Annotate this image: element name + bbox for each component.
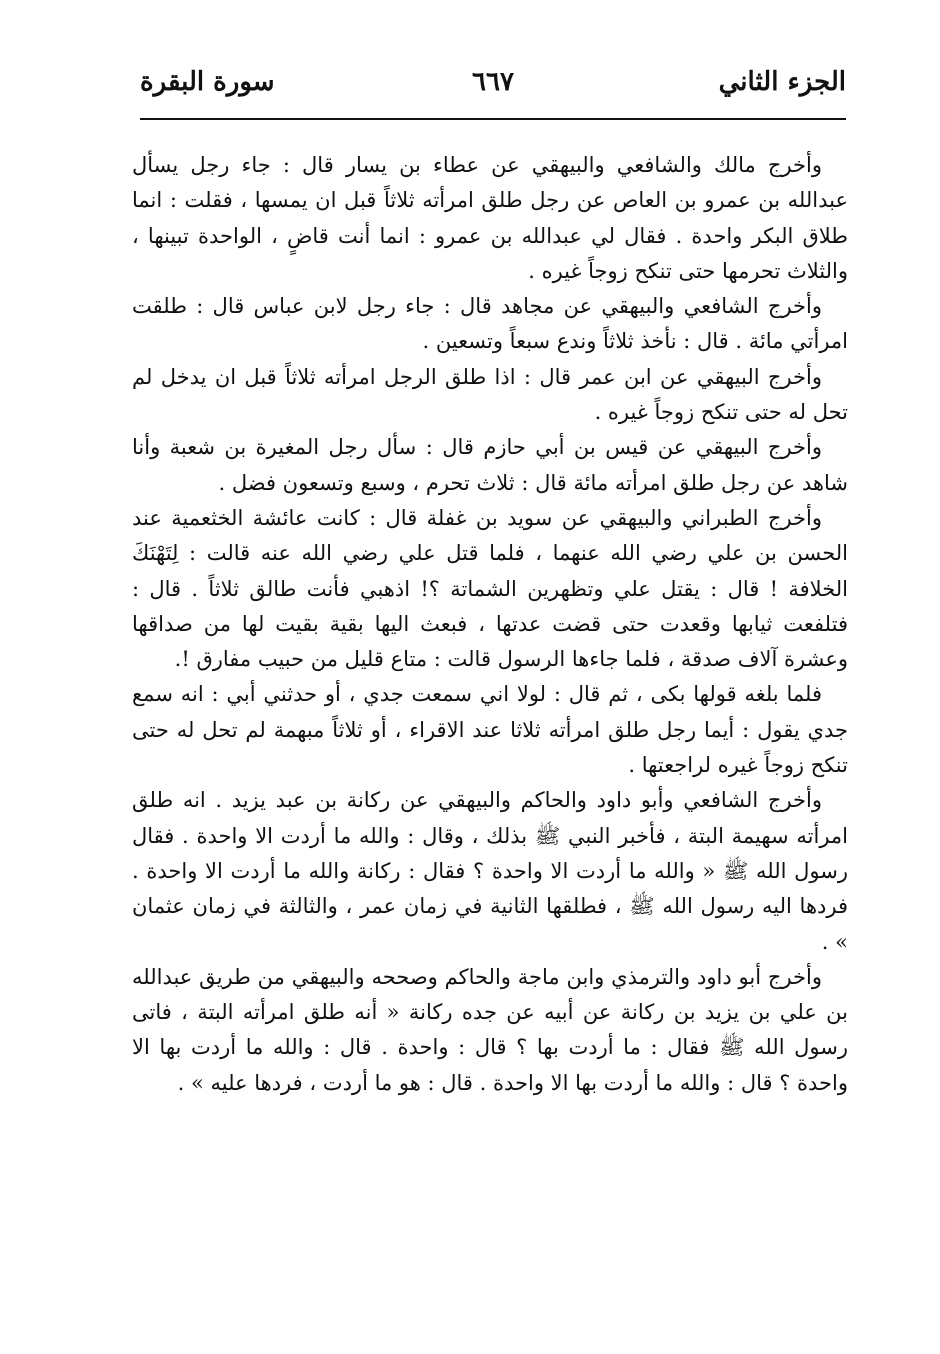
surah-title: سورة البقرة bbox=[140, 67, 275, 97]
paragraph: وأخرج الطبراني والبيهقي عن سويد بن غفلة قال : كانت عائشة الخثعمية عند الحسن بن علي رضي الله عنهما ، فلما قتل علي رضي الله عنه قالت : لِتَهْنَكَ الخلافة ! قال : يقتل علي وتظهرين الشماتة ؟! اذهبي فأنت طالق ثلاثاً . قال : فتلفعت ثيابها وقعدت حتى قضت عدتها ، فبعث اليها بقية بقيت لها من صداقها وعشرة آلاف صدقة ، فلما جاءها الرسول قالت : متاع قليل من حبيب مفارق !. bbox=[132, 505, 848, 672]
paragraph: وأخرج البيهقي عن ابن عمر قال : اذا طلق الرجل امرأته ثلاثاً قبل ان يدخل لم تحل له حتى تنكح زوجاً غيره . bbox=[132, 364, 848, 425]
paragraph: وأخرج الشافعي وأبو داود والحاكم والبيهقي عن ركانة بن عبد يزيد . انه طلق امرأته سهيمة البتة ، فأخبر النبي ﷺ بذلك ، وقال : والله ما أردت الا واحدة . فقال رسول الله ﷺ « والله ما أردت الا واحدة ؟ فقال : ركانة والله ما أردت الا واحدة . فردها اليه رسول الله ﷺ ، فطلقها الثانية في زمان عمر ، والثالثة في زمان عثمان » . bbox=[132, 788, 848, 954]
paragraph: وأخرج مالك والشافعي والبيهقي عن عطاء بن يسار قال : جاء رجل يسأل عبدالله بن عمرو بن العاص عن رجل طلق امرأته ثلاثاً قبل ان يمسها ، فقلت : انما طلاق البكر واحدة . فقال لي عبدالله بن عمرو : انما أنت قاضٍ ، الواحدة تبينها ، والثلاث تحرمها حتى تنكح زوجاً غيره . bbox=[132, 153, 848, 283]
page-number: ٦٦٧ bbox=[472, 67, 514, 97]
page-header bbox=[140, 60, 846, 104]
paragraph: وأخرج البيهقي عن قيس بن أبي حازم قال : سأل رجل المغيرة بن شعبة وأنا شاهد عن رجل طلق امرأته مائة قال : ثلاث تحرم ، وسبع وتسعون فضل . bbox=[132, 435, 848, 495]
part-title: الجزء الثاني bbox=[718, 67, 846, 97]
paragraph: فلما بلغه قولها بكى ، ثم قال : لولا اني سمعت جدي ، أو حدثني أبي : انه سمع جدي يقول : أيما رجل طلق امرأته ثلاثا عند الاقراء ، أو ثلاثاً مبهمة لم تحل له حتى تنكح زوجاً غيره لراجعتها . bbox=[132, 682, 848, 778]
header-divider bbox=[140, 118, 846, 120]
paragraph: وأخرج أبو داود والترمذي وابن ماجة والحاكم وصححه والبيهقي من طريق عبدالله بن علي بن يزيد بن ركانة عن أبيه عن جده ركانة « أنه طلق امرأته البتة ، فاتى رسول الله ﷺ فقال : ما أردت بها ؟ قال : واحدة . قال : والله ما أردت بها الا واحدة ؟ قال : والله ما أردت بها الا واحدة . قال : هو ما أردت ، فردها عليه » . bbox=[132, 964, 848, 1095]
page-body bbox=[132, 148, 848, 1101]
paragraph: وأخرج الشافعي والبيهقي عن مجاهد قال : جاء رجل لابن عباس قال : طلقت امرأتي مائة . قال : نأخذ ثلاثاً وندع سبعاً وتسعين . bbox=[132, 294, 848, 354]
